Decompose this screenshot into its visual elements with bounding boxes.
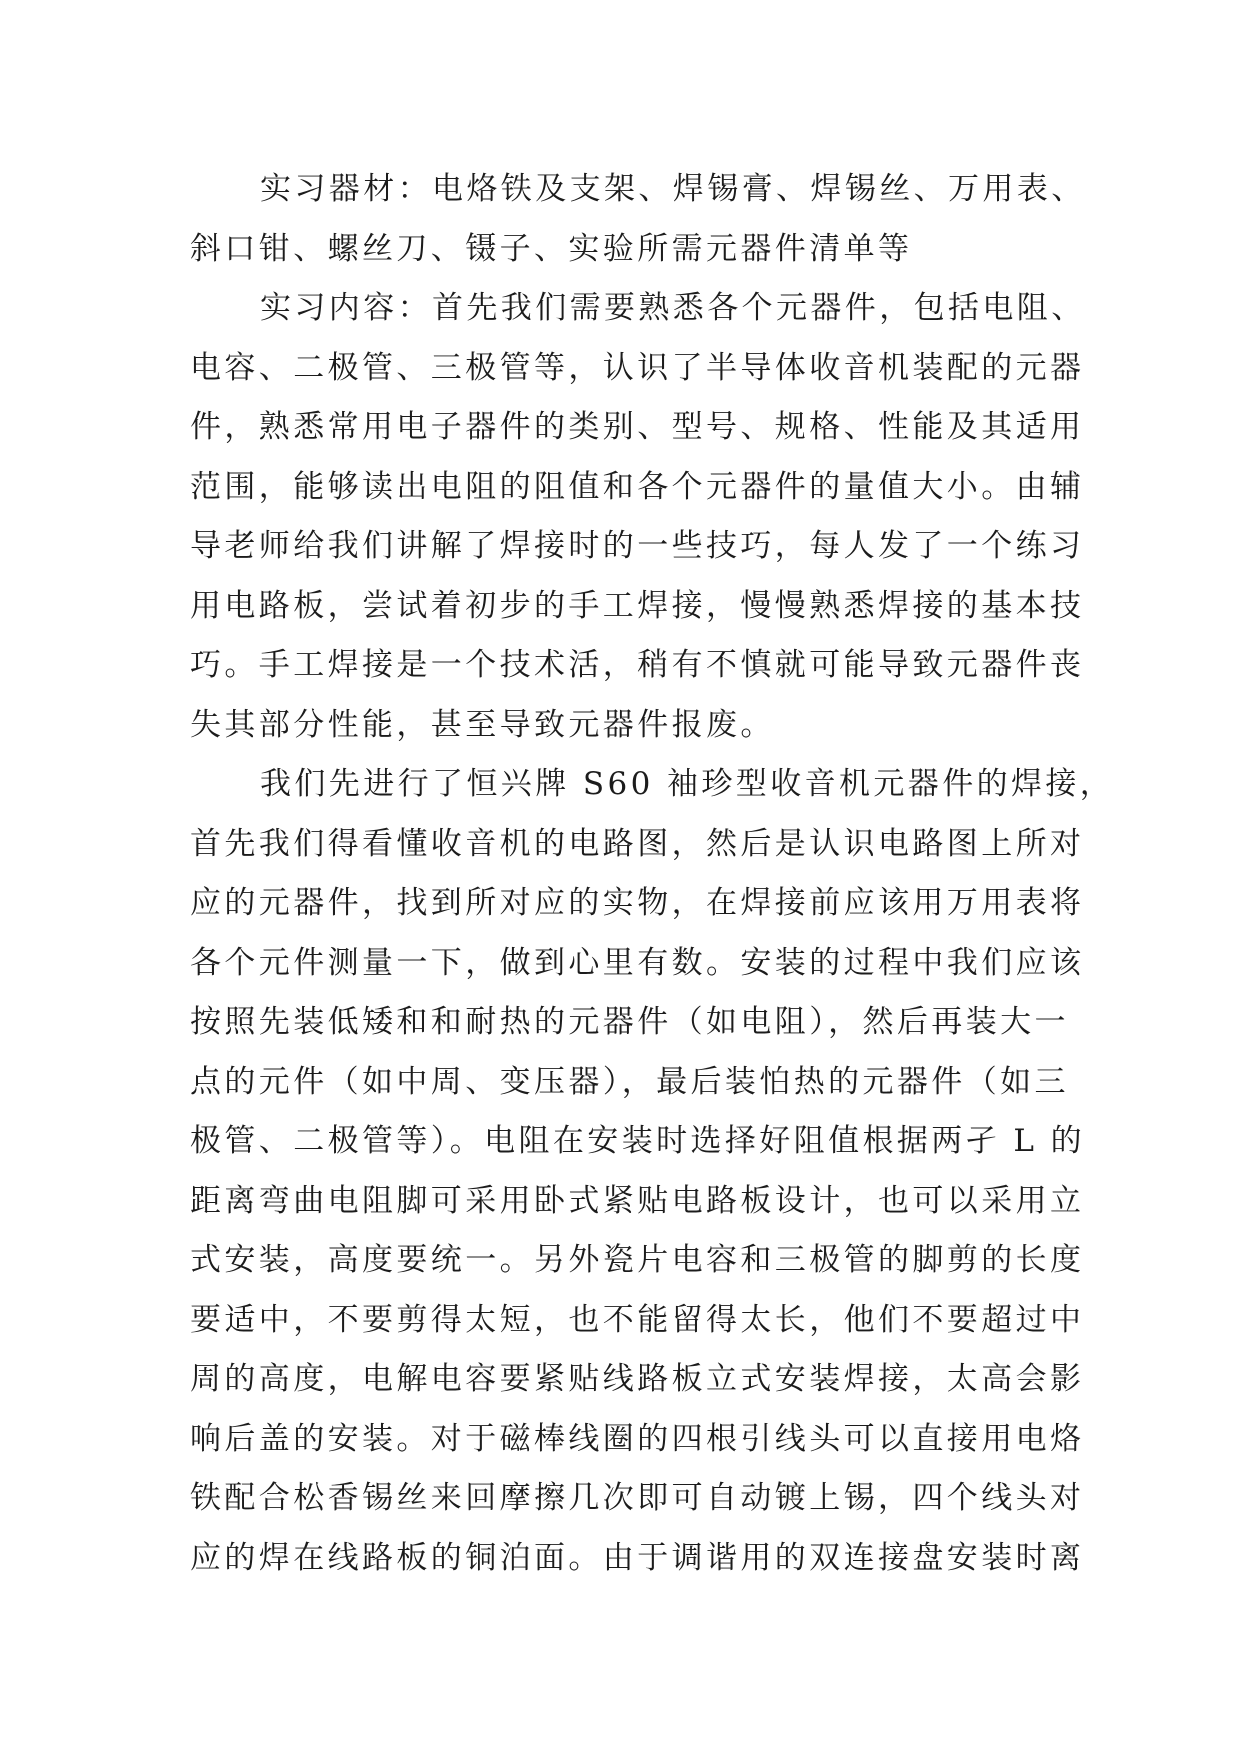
paragraph-line: 各个元件测量一下，做到心里有数。安装的过程中我们应该 (190, 944, 1085, 981)
paragraph-line: 首先我们得看懂收音机的电路图，然后是认识电路图上所对 (190, 825, 1085, 862)
paragraph-line: 我们先进行了恒兴牌 S60 袖珍型收音机元器件的焊接， (260, 766, 1115, 802)
paragraph-line: 实习器材：电烙铁及支架、焊锡膏、焊锡丝、万用表、 (260, 171, 1086, 207)
paragraph-line: 距离弯曲电阻脚可采用卧式紧贴电路板设计，也可以采用立 (190, 1182, 1085, 1219)
paragraph-line: 周的高度，电解电容要紧贴线路板立式安装焊接，太高会影 (190, 1361, 1085, 1397)
paragraph-line: 铁配合松香锡丝来回摩擦几次即可自动镀上锡，四个线头对 (190, 1480, 1085, 1516)
paragraph-line: 实习内容：首先我们需要熟悉各个元器件，包括电阻、 (260, 290, 1086, 326)
paragraph-line: 点的元件（如中周、变压器），最后装怕热的元器件（如三 (190, 1063, 1069, 1100)
paragraph-line: 应的元器件，找到所对应的实物，在焊接前应该用万用表将 (190, 885, 1085, 921)
paragraph-line: 失其部分性能，甚至导致元器件报废。 (190, 706, 775, 743)
paragraph-line: 响后盖的安装。对于磁棒线圈的四根引线头可以直接用电烙 (190, 1420, 1085, 1457)
paragraph-line: 按照先装低矮和和耐热的元器件（如电阻），然后再装大一 (190, 1004, 1069, 1040)
paragraph-line: 应的焊在线路板的铜泊面。由于调谐用的双连接盘安装时离 (190, 1539, 1085, 1576)
paragraph-line: 巧。手工焊接是一个技术活，稍有不慎就可能导致元器件丧 (190, 647, 1085, 683)
paragraph-line: 要适中，不要剪得太短，也不能留得太长，他们不要超过中 (190, 1301, 1085, 1338)
paragraph-line: 斜口钳、螺丝刀、镊子、实验所需元器件清单等 (190, 230, 913, 267)
paragraph-line: 式安装，高度要统一。另外瓷片电容和三极管的脚剪的长度 (190, 1242, 1085, 1278)
paragraph-line: 件，熟悉常用电子器件的类别、型号、规格、性能及其适用 (190, 409, 1085, 445)
paragraph-line: 极管、二极管等）。电阻在安装时选择好阻值根据两孑 L 的 (190, 1123, 1085, 1159)
paragraph-line: 用电路板，尝试着初步的手工焊接，慢慢熟悉焊接的基本技 (190, 587, 1085, 624)
paragraph-line: 导老师给我们讲解了焊接时的一些技巧，每人发了一个练习 (190, 528, 1085, 564)
document-body (190, 160, 1115, 1588)
paragraph-line: 电容、二极管、三极管等，认识了半导体收音机装配的元器 (190, 349, 1085, 386)
paragraph-line: 范围，能够读出电阻的阻值和各个元器件的量值大小。由辅 (190, 468, 1085, 505)
